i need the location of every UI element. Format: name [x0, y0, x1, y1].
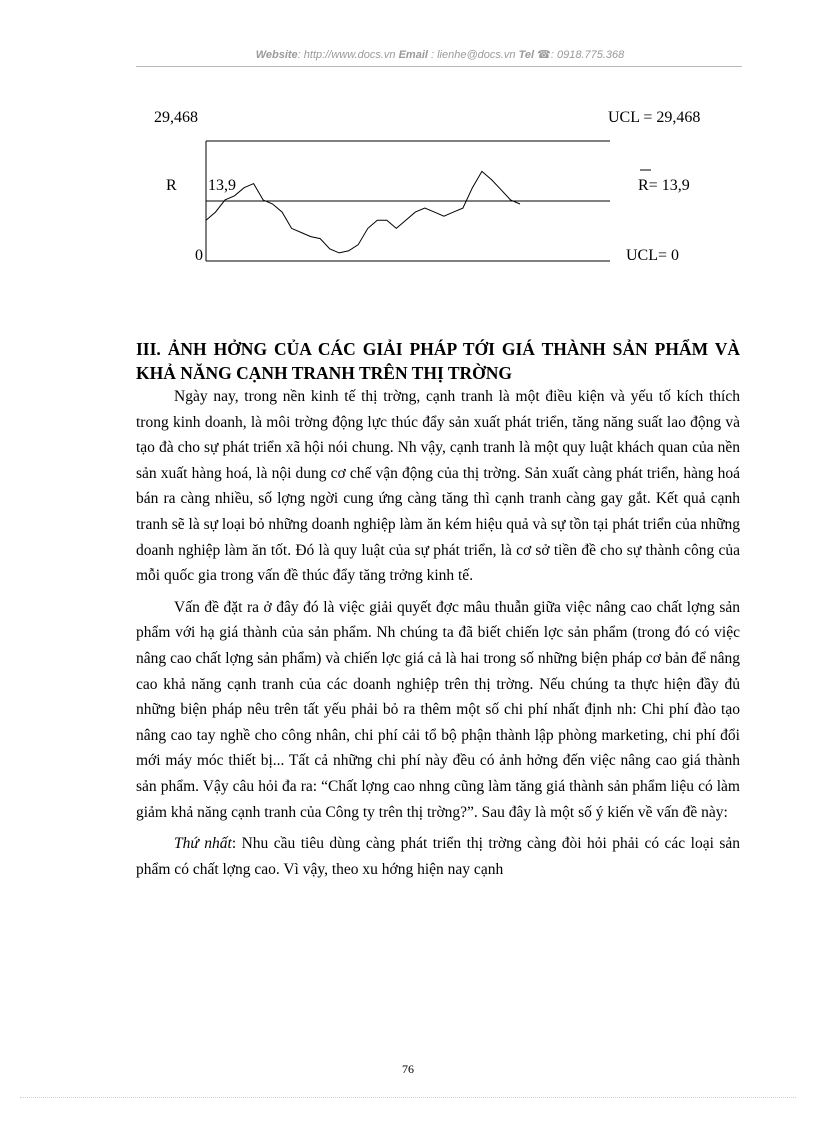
- website-value: : http://www.docs.vn: [297, 49, 396, 61]
- center-left-label: 13,9: [208, 177, 236, 194]
- phone-icon: ☎: [537, 49, 551, 61]
- ucl-label: UCL = 29,468: [608, 109, 701, 126]
- r-axis-label: R: [166, 177, 177, 194]
- paragraph-lead: Thứ nhất: [174, 835, 232, 853]
- section-heading: III. ẢNH HỞNG CỦA CÁC GIẢI PHÁP TỚI GIÁ THÀNH SẢN PHẨM VÀ KHẢ NĂNG CẠNH TRANH TRÊN THỊ TRỜNG: [136, 339, 740, 383]
- body-text: [136, 384, 740, 888]
- page-number: 76: [402, 1062, 414, 1076]
- website-label: Website: [255, 49, 298, 61]
- y-top-label: 29,468: [154, 109, 198, 126]
- page-header: [140, 48, 740, 61]
- control-chart: [140, 100, 740, 275]
- zero-label: 0: [195, 247, 203, 264]
- email-value: : lienhe@docs.vn: [431, 49, 516, 61]
- tel-value: : 0918.775.368: [550, 49, 625, 61]
- paragraph-rest: : Nhu cầu tiêu dùng càng phát triển thị trờng càng đòi hỏi phải có các loại sản phẩm có chất lợng cao. Vì vậy, theo xu hớng hiện nay cạnh: [136, 835, 740, 878]
- paragraph: Ngày nay, trong nền kinh tế thị trờng, cạnh tranh là một điều kiện và yếu tố kích thích trong kinh doanh, là môi trờng động lực thúc đẩy sản xuất phát triển, tăng năng suất lao động và tạo đà cho sự phát triển xã hội nói chung. Nh vậy, cạnh tranh là một quy luật khách quan của nền sản xuất hàng hoá, là nội dung cơ chế vận động của thị trờng. Sản xuất càng phát triển, hàng hoá bán ra càng nhiều, số lợng ngời cung ứng càng tăng thì cạnh tranh càng gay gắt. Kết quả cạnh tranh sẽ là sự loại bỏ những doanh nghiệp làm ăn kém hiệu quả và sự tồn tại phát triển của những doanh nghiệp làm ăn tốt. Đó là quy luật của sự phát triển, là cơ sở tiền đề cho sự thành công của mỗi quốc gia trong vấn đề thúc đẩy tăng trởng kinh tế.: [136, 388, 740, 585]
- footer-divider: [20, 1097, 796, 1098]
- r-bar-label: R= 13,9: [638, 177, 690, 194]
- paragraph: Vấn đề đặt ra ở đây đó là việc giải quyết đợc mâu thuẫn giữa việc nâng cao chất lợng sản phẩm với hạ giá thành của sản phẩm. Nh chúng ta đã biết chiến lợc sản phẩm (trong đó có việc nâng cao chất lợng sản phẩm) và chiến lợc giá cả là hai trong số những biện pháp cơ bản để nâng cao khả năng cạnh tranh của các doanh nghiệp trên thị trờng. Nếu chúng ta thực hiện đầy đủ những biện pháp nêu trên tất yếu phải bỏ ra thêm một số chi phí nhất định nh: Chi phí đào tạo nâng cao tay nghề cho công nhân, chi phí cải tổ bộ phận thành lập phòng marketing, chi phí đổi mới máy móc thiết bị... Tất cả những chi phí này đều có ảnh hởng đến việc nâng cao giá thành sản phẩm. Vậy câu hỏi đa ra: “Chất lợng cao nhng cũng làm tăng giá thành sản phẩm liệu có làm giảm khả năng cạnh tranh của Công ty trên thị trờng?”. Sau đây là một số ý kiến về vấn đề này:: [136, 598, 740, 821]
- email-label: Email: [398, 49, 428, 61]
- lcl-label: UCL= 0: [626, 247, 680, 264]
- series-line: [206, 171, 520, 253]
- tel-label: Tel: [518, 49, 535, 61]
- header-divider: [136, 66, 742, 67]
- paragraph: [136, 831, 740, 882]
